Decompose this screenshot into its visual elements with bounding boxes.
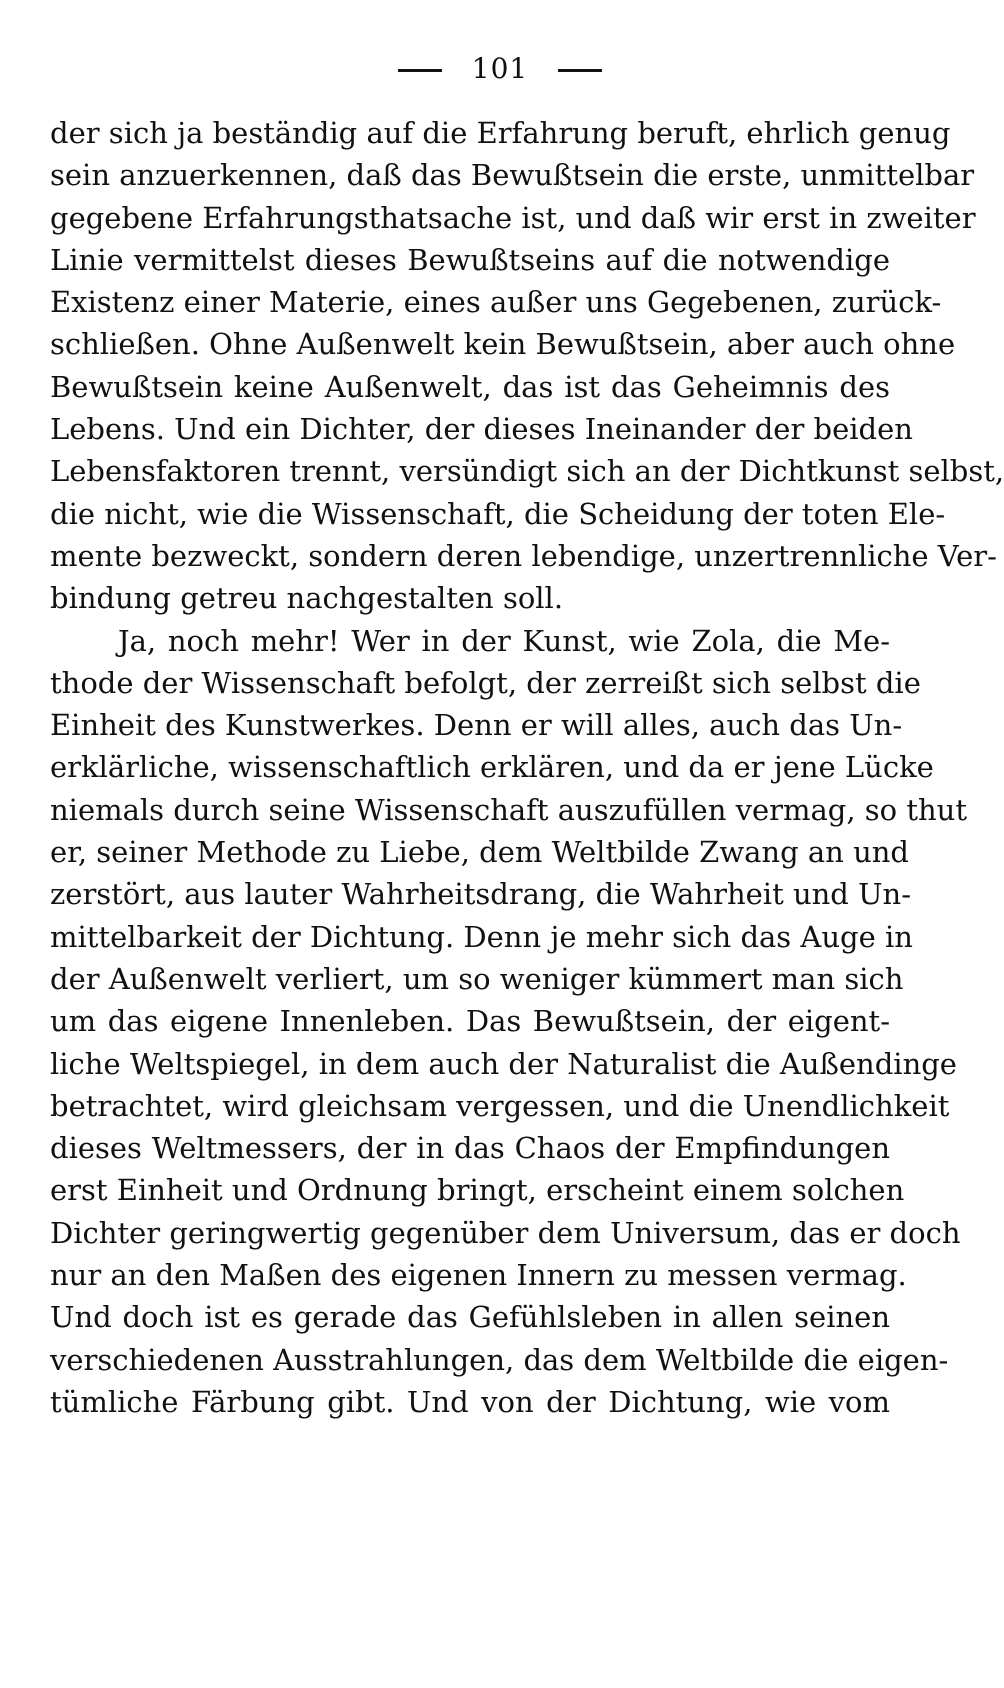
text-line: mittelbarkeit der Dichtung. Denn je mehr sich das Auge in	[50, 919, 913, 954]
text-line: die nicht, wie die Wissenschaft, die Scheidung der toten Ele-	[50, 496, 946, 531]
text-line: Dichter geringwertig gegenüber dem Universum, das er doch	[50, 1215, 961, 1250]
text-line: der sich ja beständig auf die Erfahrung beruft, ehrlich genug	[50, 116, 951, 150]
text-line: nur an den Maßen des eigenen Innern zu messen vermag.	[50, 1258, 907, 1293]
text-line: schließen. Ohne Außenwelt kein Bewußtsein, aber auch ohne	[50, 327, 956, 362]
page-number: 101	[471, 52, 529, 85]
text-line: thode der Wissenschaft befolgt, der zerreißt sich selbst die	[50, 665, 921, 700]
text-line: um das eigene Innenleben. Das Bewußtsein, der eigent-	[50, 1004, 890, 1039]
page-body	[50, 112, 1004, 1423]
text-line: erklärliche, wissenschaftlich erklären, und da er jene Lücke	[50, 750, 934, 785]
text-line: mente bezweckt, sondern deren lebendige, unzertrennliche Ver-	[50, 538, 997, 573]
text-line: Lebensfaktoren trennt, versündigt sich an der Dichtkunst selbst,	[50, 454, 1004, 489]
text-line: erst Einheit und Ordnung bringt, erscheint einem solchen	[50, 1173, 905, 1208]
text-line: er, seiner Methode zu Liebe, dem Weltbilde Zwang an und	[50, 835, 909, 870]
text-line: Bewußtsein keine Außenwelt, das ist das Geheimnis des	[50, 369, 890, 404]
text-line: sein anzuerkennen, daß das Bewußtsein die erste, unmittelbar	[50, 158, 975, 193]
text-line: verschiedenen Ausstrahlungen, das dem Weltbilde die eigen-	[50, 1342, 949, 1377]
text-line: bindung getreu nachgestalten soll.	[50, 581, 564, 616]
header-dash-right	[558, 69, 602, 72]
text-line: der Außenwelt verliert, um so weniger kümmert man sich	[50, 961, 904, 996]
text-line: Ja, noch mehr! Wer in der Kunst, wie Zola, die Me-	[118, 623, 890, 658]
text-line: niemals durch seine Wissenschaft auszufüllen vermag, so thut	[50, 792, 968, 827]
text-line: Lebens. Und ein Dichter, der dieses Ineinander der beiden	[50, 412, 913, 447]
header-dash-left	[398, 69, 442, 72]
text-line: tümliche Färbung gibt. Und von der Dichtung, wie vom	[50, 1384, 890, 1419]
text-line: Linie vermittelst dieses Bewußtseins auf die notwendige	[50, 242, 890, 277]
page-header	[0, 52, 1000, 85]
text-line: betrachtet, wird gleichsam vergessen, und die Unendlichkeit	[50, 1088, 950, 1123]
text-line: dieses Weltmessers, der in das Chaos der Empfindungen	[50, 1131, 890, 1166]
text-line: Und doch ist es gerade das Gefühlsleben in allen seinen	[50, 1300, 890, 1335]
text-line: liche Weltspiegel, in dem auch der Naturalist die Außendinge	[50, 1046, 957, 1081]
text-line: Existenz einer Materie, eines außer uns Gegebenen, zurück-	[50, 285, 942, 320]
text-line: zerstört, aus lauter Wahrheitsdrang, die Wahrheit und Un-	[50, 877, 911, 912]
text-line: gegebene Erfahrungsthatsache ist, und daß wir erst in zweiter	[50, 200, 976, 235]
text-line: Einheit des Kunstwerkes. Denn er will alles, auch das Un-	[50, 708, 903, 743]
